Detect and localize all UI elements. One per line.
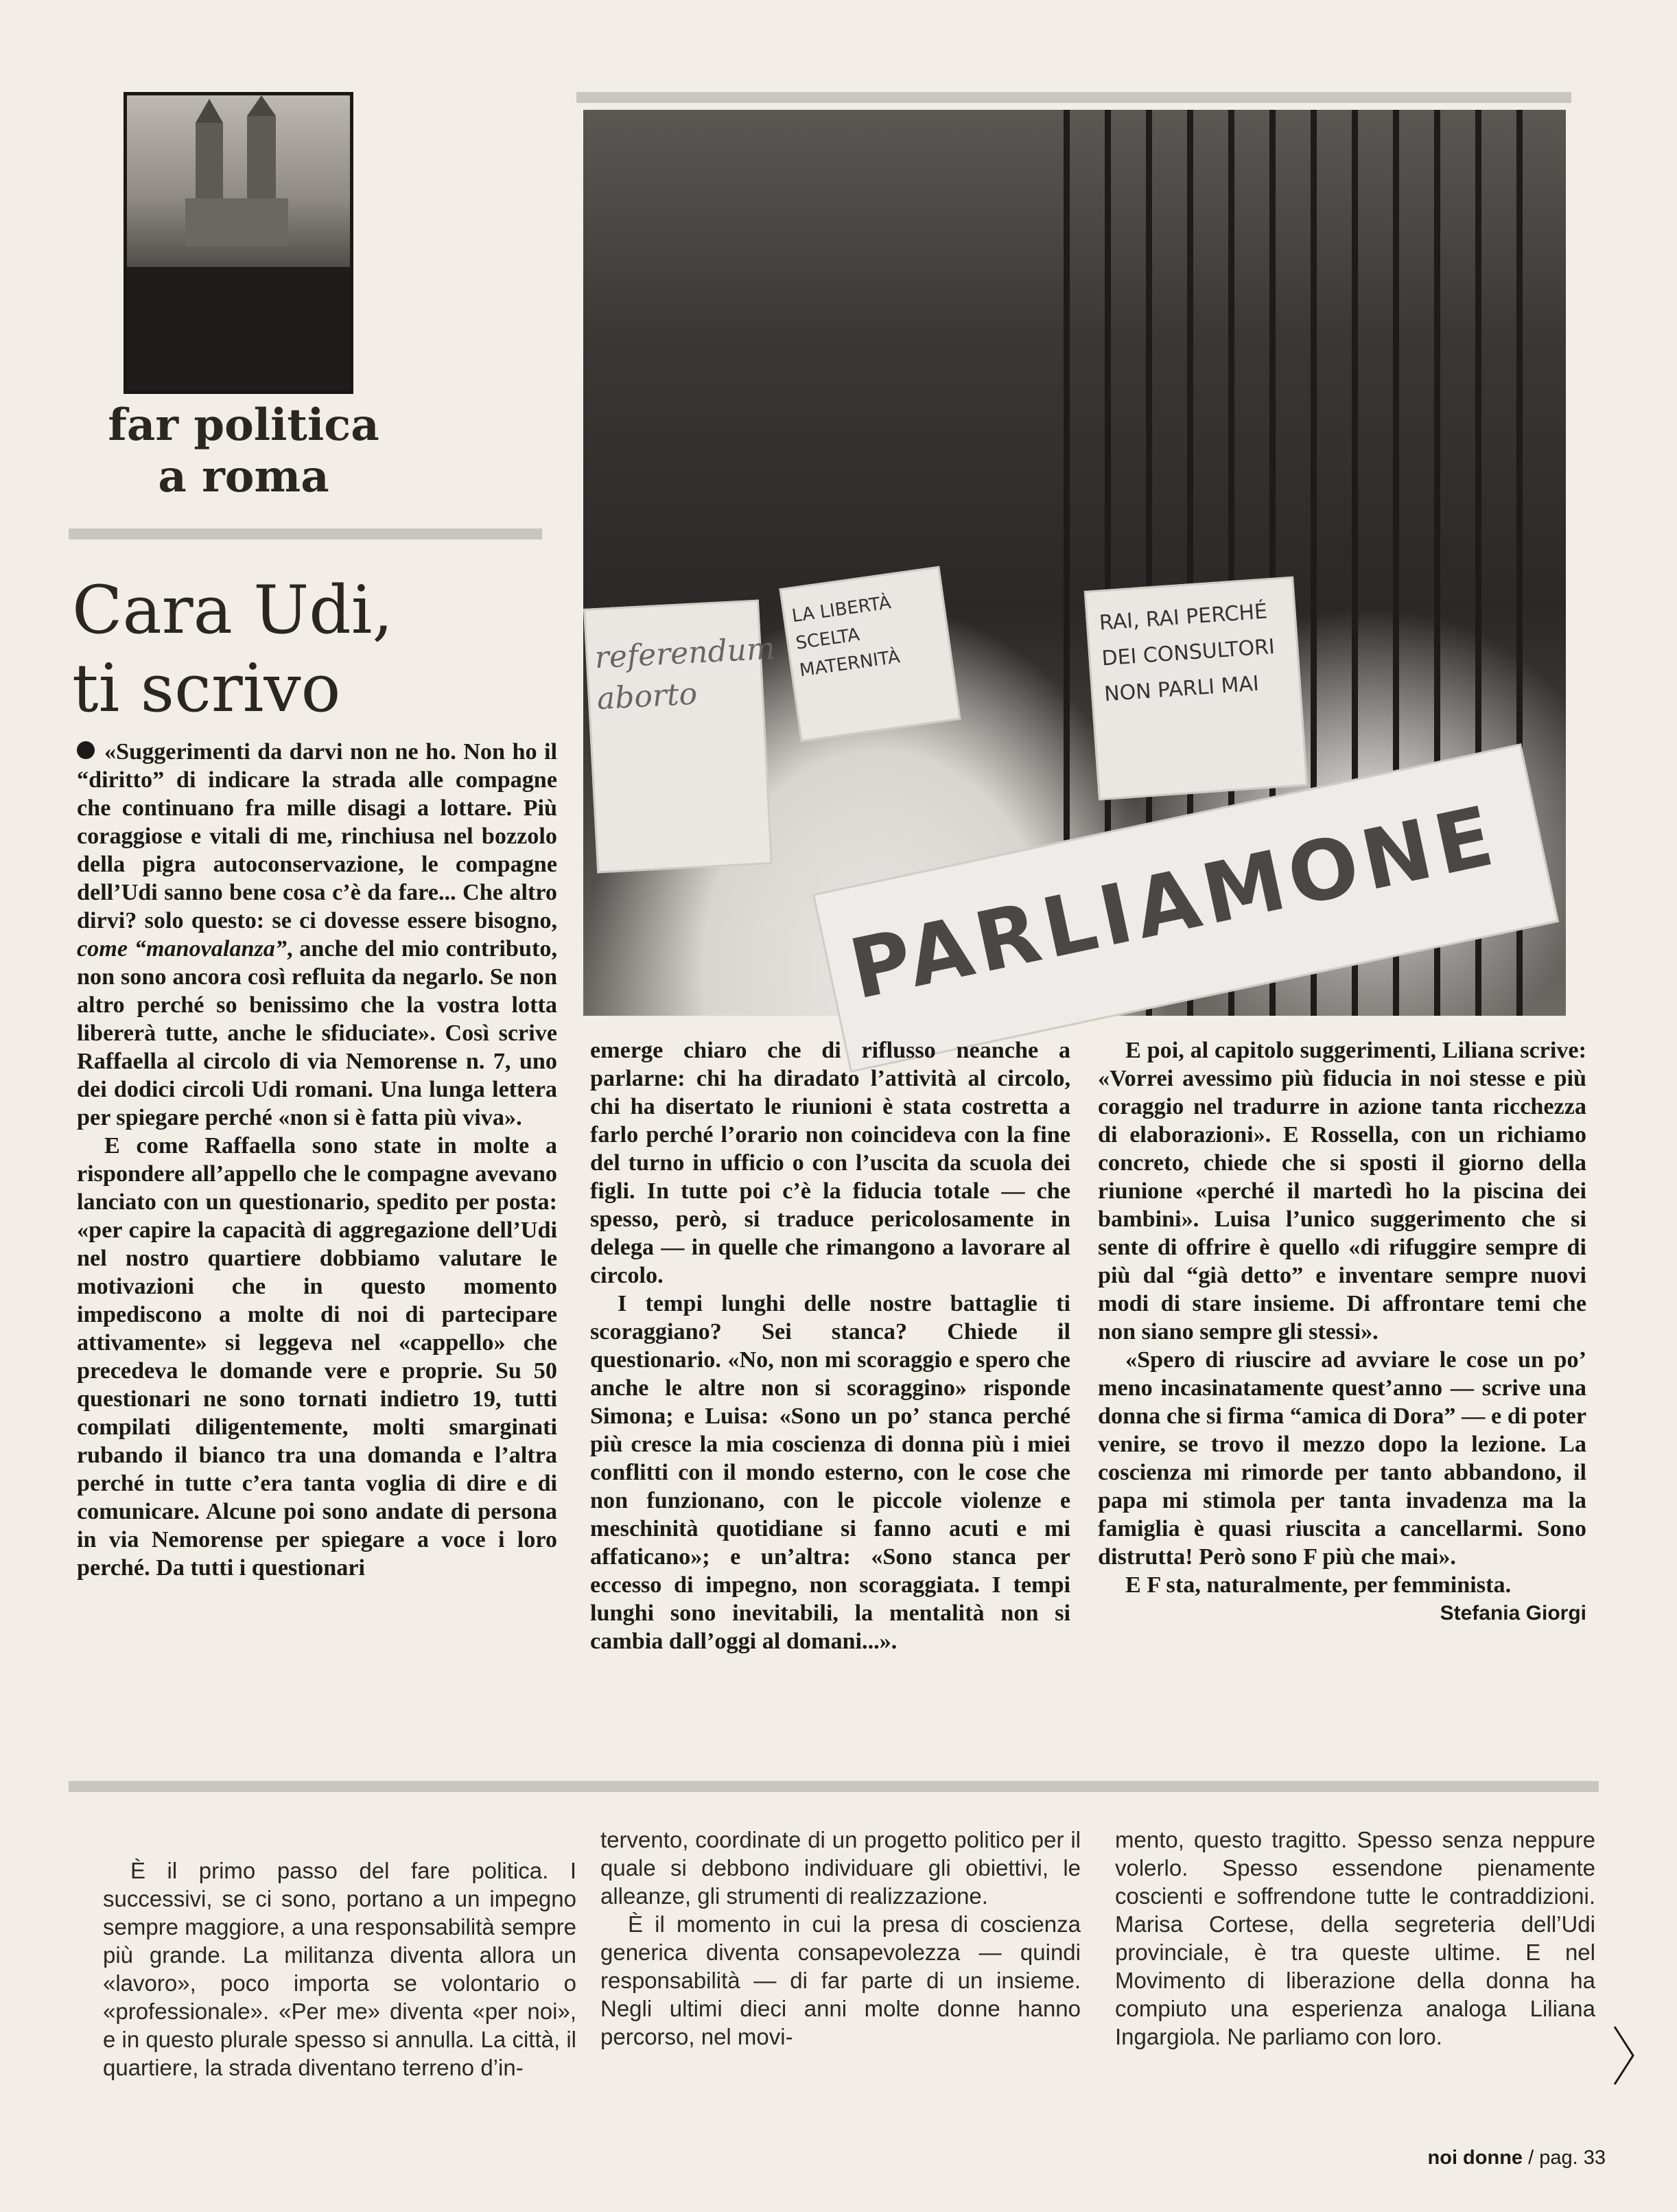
byline: Stefania Giorgi — [1440, 1602, 1586, 1625]
headline-line2: ti scrivo — [72, 650, 341, 727]
article-column-3 — [1098, 1036, 1586, 1627]
protest-photo — [583, 110, 1566, 1016]
paragraph: È il momento in cui la presa di coscienza generica diventa consapevolezza — quindi responsabilità — di far parte di un insieme. Negli ultimi dieci anni molte donne hanno percorso, nel movi- — [600, 1911, 1081, 2049]
bottom-rule — [69, 1781, 1599, 1792]
protest-sign-referendum: referendum aborto — [583, 600, 773, 874]
intro-column-2 — [600, 1826, 1081, 2051]
bullet-icon — [77, 741, 95, 759]
paragraph: E F sta, naturalmente, per femminista. — [1125, 1572, 1512, 1598]
headline-line1: Cara Udi, — [72, 572, 393, 649]
floor-banner: PARLIAMONE — [812, 743, 1559, 1073]
footer-separator: / — [1528, 2147, 1534, 2169]
paragraph: «Spero di riuscire ad avviare le cose un po’ meno incasinatamente quest’anno — scrive una donna che si firma “amica di Dora” — e di poter venire, se trovo il mezzo dopo la lezione. La coscienza mi rimorde per tanto abbandono, il papa mi stimola per tanta invadenza ma la famiglia è quasi riuscita a cancellarmi. Sono distrutta! Però sono F più che mai». — [1098, 1347, 1586, 1570]
paragraph: emerge chiaro che di riflusso neanche a parlarne: chi ha diradato l’attività al circolo, chi ha disertato le riunioni è stata costretta a farlo perché l’orario non coincideva con la fine del turno in ufficio o con l’uscita da scuola dei figli. In tutte poi c’è la fiducia totale — che spesso, però, si traduce pericolosamente in delega — in quelle che rimangono a lavorare al circolo. — [590, 1038, 1070, 1288]
continue-arrow-icon — [1612, 2025, 1636, 2086]
paragraph: mento, questo tragitto. Spesso senza neppure volerlo. Spesso essendone pienamente coscienti e soffrendone tutte le contraddizioni. Marisa Cortese, della segreteria dell’Udi provinciale, è tra queste ultime. E nel Movimento di liberazione della donna ha compiuto una esperienza analoga Liliana Ingargiola. Ne parliamo con loro. — [1115, 1827, 1595, 2049]
intro-column-1 — [103, 1856, 576, 2082]
section-title-line1: far politica — [108, 399, 379, 451]
paragraph: È il primo passo del fare politica. I successivi, se ci sono, portano a un impegno sempre maggiore, a una responsabilità sempre più grande. La militanza diventa allora un «lavoro», poco importa se volontario o «professionale». «Per me» diventa «per noi», e in questo plurale spesso si annulla. La città, il quartiere, la strada diventano terreno d’in- — [103, 1858, 576, 2080]
protest-sign-rai: RAI, RAI PERCHÉ DEI CONSULTORI NON PARLI MAI — [1084, 577, 1309, 801]
page-footer — [1166, 2147, 1606, 2169]
paragraph: «Suggerimenti da darvi non ne ho. Non ho il “diritto” di indicare la strada alle compagne che continuano fra mille disagi a lottare. Più coraggiose e vitali di me, rinchiusa nel bozzolo della pigra autoconservazione, le compagne dell’Udi sanno bene cosa c’è da fare... Che altro dirvi? solo questo: se ci dovesse essere bisogno, come “manovalanza”, anche del mio contributo, non sono ancora così refluita da negarlo. Se non altro perché so benissimo che la vostra lotta libererà tutte, anche le sfiduciate». Così scrive Raffaella al circolo di via Nemorense n. 7, uno dei dodici circoli Udi romani. Una lunga lettera per spiegare perché «non si è fatta più viva». — [77, 739, 557, 1130]
left-rule — [69, 528, 542, 539]
trinita-dei-monti-photo — [124, 92, 353, 394]
paragraph: I tempi lunghi delle nostre battaglie ti scoraggiano? Sei stanca? Chiede il questionario. «No, non mi scoraggio e spero che anche le altre non si scoraggino» risponde Simona; e Luisa: «Sono un po’ stanca perché più cresce la mia coscienza di donna più i miei conflitti con il mondo esterno, con le cose che non funzionano, con le piccole violenze e meschinità quotidiane si fanno acuti e mi affaticano»; e un’altra: «Sono stanca per eccesso di impegno, non scoraggiata. I tempi lunghi sono inevitabili, la mentalità non si cambia dall’oggi al domani...». — [590, 1291, 1070, 1654]
section-title-line2: a roma — [158, 451, 329, 502]
top-rule — [576, 92, 1571, 103]
church-silhouette — [127, 95, 350, 391]
protest-sign-maternita: LA LIBERTÀ SCELTA MATERNITÀ — [779, 566, 961, 743]
magazine-name: noi donne — [1427, 2147, 1523, 2169]
intro-column-3 — [1115, 1826, 1595, 2051]
paragraph: E come Raffaella sono state in molte a rispondere all’appello che le compagne avevano lanciato con un questionario, spedito per posta: «per capire la capacità di aggregazione dell’Udi nel nostro quartiere dobbiamo valutare le motivazioni che in questo momento impediscono a molte di noi di partecipare attivamente» si leggeva nel «cappello» che precedeva le domande vere e proprie. Su 50 questionari ne sono tornati indietro 19, tutti compilati diligentemente, molti smarginati rubando il bianco tra una domanda e l’altra perché in tutte c’era tanta voglia di dire e di comunicare. Alcune poi sono andate di persona in via Nemorense per spiegare a voce i loro perché. Da tutti i questionari — [77, 1133, 557, 1581]
paragraph: tervento, coordinate di un progetto politico per il quale si debbono individuare gli obiettivi, le alleanze, gli strumenti di realizzazione. — [600, 1827, 1081, 1909]
page-number: pag. 33 — [1539, 2147, 1606, 2169]
paragraph: E poi, al capitolo suggerimenti, Liliana scrive: «Vorrei avessimo più fiducia in noi stesse e più coraggio nel tradurre in azione tanta ricchezza di elaborazioni». E Rossella, con un richiamo concreto, chiede che si sposti il giorno della riunione «perché il martedì ho la piscina dei bambini». Luisa l’unico suggerimento che si sente di offrire è quello «di rifuggire sempre di più dal “già detto” e inventare sempre nuovi modi di stare insieme. Di affrontare temi che non siano sempre gli stessi». — [1098, 1038, 1586, 1344]
article-column-1 — [77, 738, 557, 1582]
article-column-2 — [590, 1036, 1070, 1655]
